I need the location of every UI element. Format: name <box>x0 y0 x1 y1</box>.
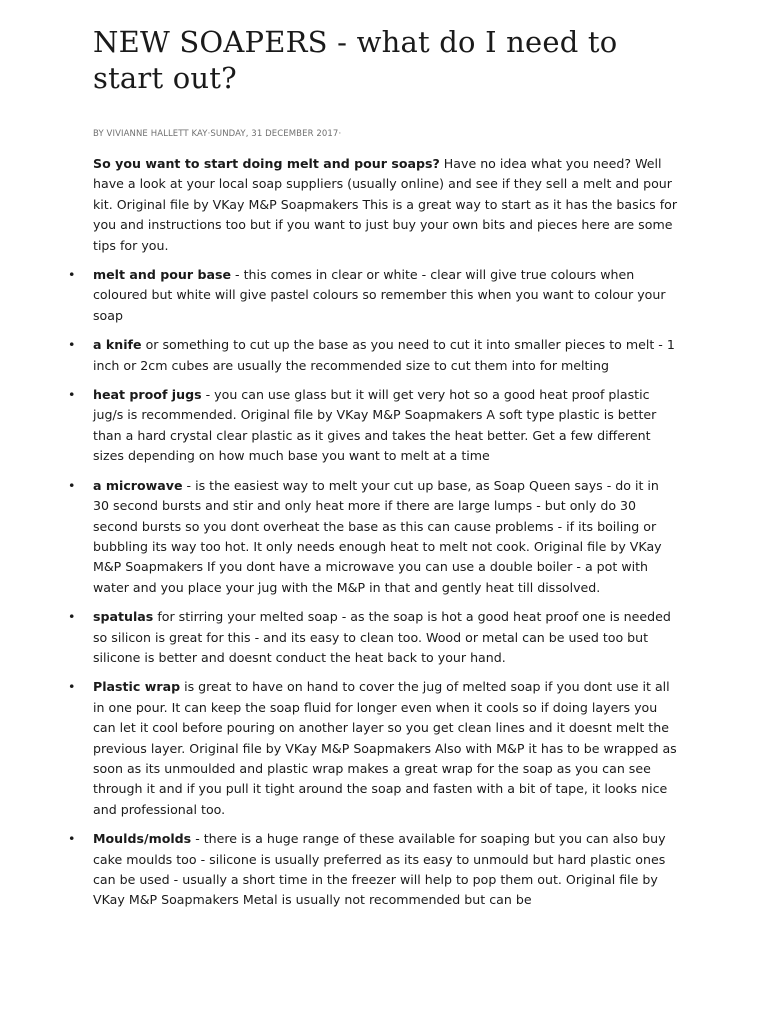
article-meta <box>93 128 678 140</box>
list-item <box>68 677 678 820</box>
list-item <box>68 335 678 376</box>
publish-date: SUNDAY, 31 DECEMBER 2017 <box>210 129 339 139</box>
list-item <box>68 476 678 598</box>
bullet-glyph: • <box>68 831 76 847</box>
bullet-glyph: • <box>68 387 76 403</box>
intro-text: Have no idea what you need? Well have a look at your local soap suppliers (usually online) and see if they sell a melt and pour kit. Original file by VKay M&P Soapmakers This is a great way to start as it has the basics for you and instructions too but if you want to just buy your own bits and pieces here are some tips for you. <box>93 156 678 253</box>
item-term: Moulds/molds <box>93 831 192 847</box>
item-text: or something to cut up the base as you need to cut it into smaller pieces to melt - 1 inch or 2cm cubes are usually the recommended size to cut them into for melting <box>93 337 675 373</box>
item-term: a knife <box>93 337 142 353</box>
item-text: - is the easiest way to melt your cut up base, as Soap Queen says - do it in 30 second bursts and stir and only heat more if there are large lumps - but only do 30 second bursts so you dont overheat the base as this can cause problems - if its boiling or bubbling its way too hot. It only needs enough heat to melt not cook. Original file by VKay M&P Soapmakers If you dont have a microwave you can use a double boiler - a pot with water and you place your jug with the M&P in that and gently heat till dissolved. <box>93 477 662 595</box>
item-text: - you can use glass but it will get very hot so a good heat proof plastic jug/s is recommended. Original file by VKay M&P Soapmakers A soft type plastic is better than a hard crystal clear plastic as it gives and takes the heat better. Get a few different sizes depending on how much base you want to melt at a time <box>93 387 657 464</box>
list-item <box>68 829 678 911</box>
item-term: spatulas <box>93 609 154 625</box>
item-text: - there is a huge range of these available for soaping but you can also buy cake moulds too - silicone is usually preferred as its easy to unmould but hard plastic ones can be used - usually a short time in the freezer will help to pop them out. Original file by VKay M&P Soapmakers Metal is usually not recommended but can be <box>93 831 666 908</box>
list-item <box>68 607 678 668</box>
list-item <box>68 385 678 467</box>
item-text: for stirring your melted soap - as the soap is hot a good heat proof one is needed so silicon is great for this - and its easy to clean too. Wood or metal can be used too but silicone is better and doesnt conduct the heat back to your hand. <box>93 609 671 665</box>
bullet-glyph: • <box>68 267 76 283</box>
meta-separator-trailing: · <box>338 129 342 139</box>
bullet-glyph: • <box>68 679 76 695</box>
author-byline: BY VIVIANNE HALLETT KAY <box>93 129 208 139</box>
list-item <box>68 265 678 326</box>
item-text: is great to have on hand to cover the jug of melted soap if you dont use it all in one pour. It can keep the soap fluid for longer even when it cools so if doing layers you can let it cool before pouring on another layer so you get clean lines and it doesnt melt the previous layer. Original file by VKay M&P Soapmakers Also with M&P it has to be wrapped as soon as its unmoulded and plastic wrap makes a great wrap for the soap as you can see through it and if you pull it tight around the soap and fasten with a bit of tape, it looks nice and professional too. <box>93 679 677 817</box>
item-term: Plastic wrap <box>93 679 181 695</box>
bullet-glyph: • <box>68 337 76 353</box>
item-term: melt and pour base <box>93 267 232 283</box>
bullet-glyph: • <box>68 609 76 625</box>
article-title: NEW SOAPERS - what do I need to start out? <box>93 25 618 95</box>
supplies-list <box>68 265 678 911</box>
meta-separator: · <box>207 129 211 139</box>
article <box>68 24 678 920</box>
bullet-glyph: • <box>68 477 76 493</box>
intro-paragraph <box>93 154 678 256</box>
item-term: heat proof jugs <box>93 387 202 403</box>
item-term: a microwave <box>93 477 183 493</box>
intro-lead: So you want to start doing melt and pour soaps? <box>93 156 440 171</box>
item-text: - this comes in clear or white - clear will give true colours when coloured but white will give pastel colours so remember this when you want to colour your soap <box>93 267 666 323</box>
